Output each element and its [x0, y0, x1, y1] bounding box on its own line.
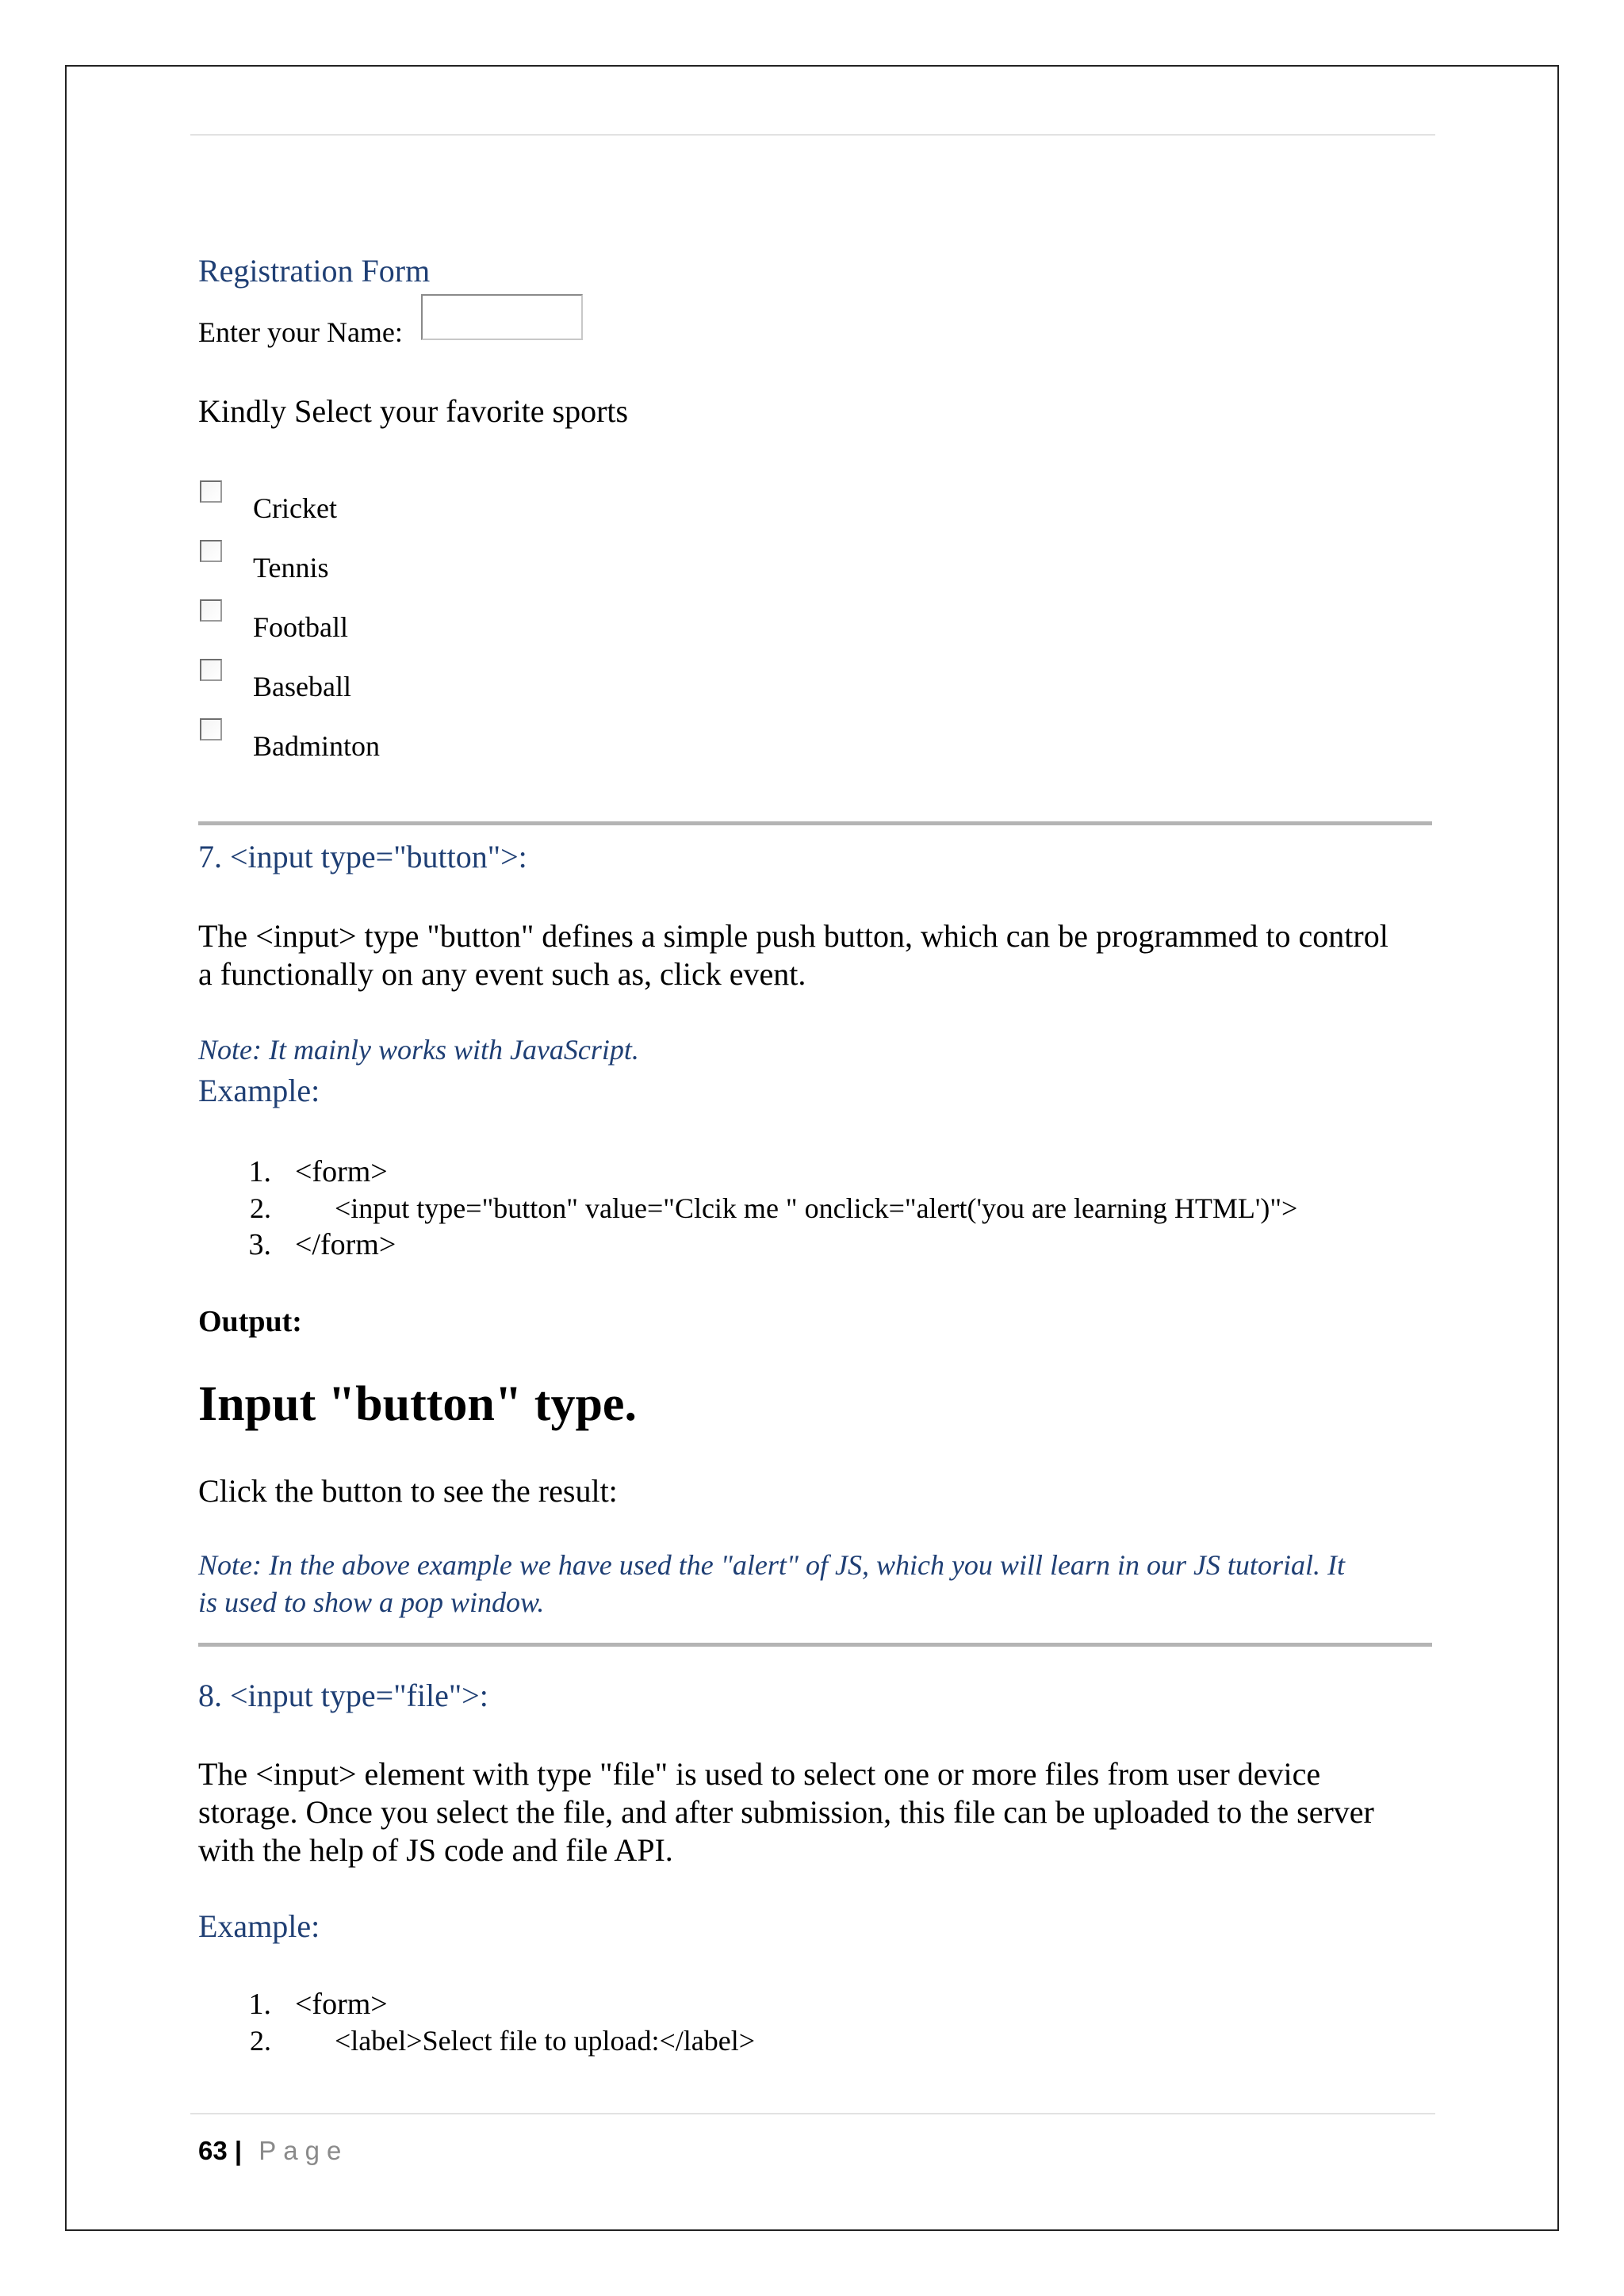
football-checkbox[interactable] [200, 599, 222, 622]
code-line: <label>Select file to upload:</label> [335, 2025, 756, 2057]
baseball-label: Baseball [253, 671, 351, 702]
section7-para-line1: The <input> type "button" defines a simple push button, which can be programmed to control [198, 918, 1388, 954]
code-line: <input type="button" value="Clcik me " onclick="alert('you are learning HTML')"> [335, 1192, 1298, 1224]
name-label: Enter your Name: [198, 316, 403, 348]
section7-example-label: Example: [198, 1073, 320, 1108]
cricket-checkbox[interactable] [200, 480, 222, 503]
form-title: Registration Form [198, 253, 431, 289]
section7-heading: 7. <input type="button">: [198, 839, 527, 874]
section-divider [198, 821, 1432, 825]
page-label: Page [259, 2136, 349, 2165]
section7-note: Note: It mainly works with JavaScript. [198, 1034, 639, 1066]
code-line-number: 2. [250, 2025, 271, 2057]
section7-note2-line2: is used to show a pop window. [198, 1586, 545, 1618]
badminton-label: Badminton [253, 730, 380, 762]
section8-heading: 8. <input type="file">: [198, 1678, 488, 1713]
tennis-label: Tennis [253, 552, 329, 584]
footer-rule [190, 2113, 1435, 2114]
page-border [65, 65, 1559, 2231]
section7-note2-line1: Note: In the above example we have used the "alert" of JS, which you will learn in our JS tutorial. It [198, 1549, 1345, 1581]
code-line: <form> [295, 1155, 388, 1188]
tennis-checkbox[interactable] [200, 540, 222, 562]
code-line: </form> [295, 1228, 396, 1261]
section8-para-line1: The <input> element with type "file" is used to select one or more files from user device [198, 1756, 1321, 1792]
section8-example-label: Example: [198, 1908, 320, 1944]
code-line: <form> [295, 1988, 388, 2021]
sports-prompt: Kindly Select your favorite sports [198, 393, 629, 429]
section8-para-line2: storage. Once you select the file, and after submission, this file can be uploaded to the server [198, 1794, 1374, 1830]
code-line-number: 2. [250, 1192, 271, 1224]
output-label: Output: [198, 1305, 302, 1338]
section-divider [198, 1643, 1432, 1647]
output-heading: Input "button" type. [198, 1377, 637, 1431]
code-line-number: 1. [248, 1988, 271, 2021]
page-footer [198, 2136, 348, 2166]
page-number: 63 [198, 2136, 228, 2165]
badminton-checkbox[interactable] [200, 718, 222, 740]
footer-separator: | [234, 2136, 243, 2165]
section7-para-line2: a functionally on any event such as, click event. [198, 956, 806, 992]
football-label: Football [253, 611, 349, 643]
code-line-number: 1. [248, 1155, 271, 1188]
code-line-number: 3. [248, 1228, 271, 1261]
output-text: Click the button to see the result: [198, 1473, 618, 1509]
cricket-label: Cricket [253, 492, 337, 524]
section8-para-line3: with the help of JS code and file API. [198, 1832, 673, 1868]
baseball-checkbox[interactable] [200, 659, 222, 681]
name-input[interactable] [421, 294, 583, 340]
header-rule [190, 134, 1435, 136]
